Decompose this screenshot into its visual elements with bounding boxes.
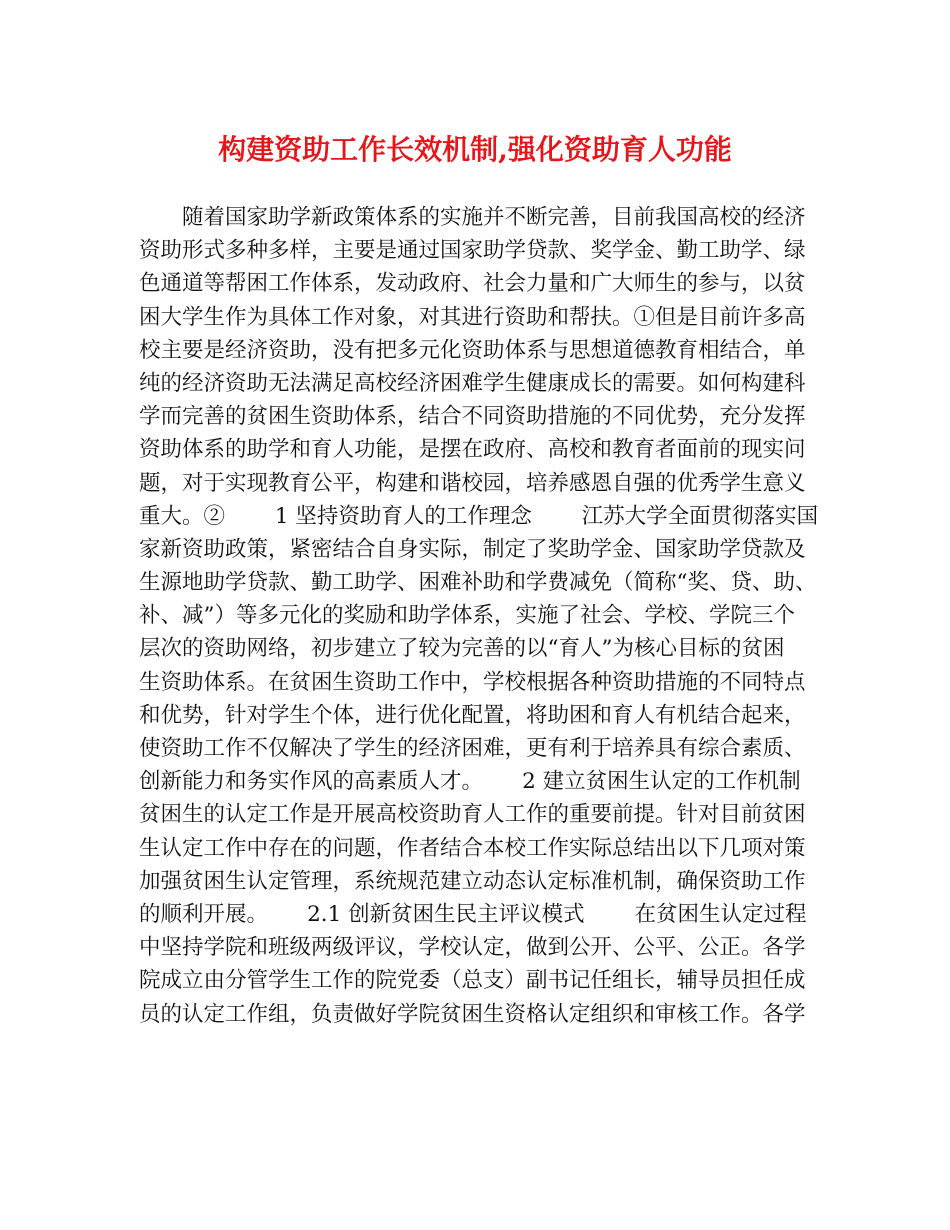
- body-line: 纯的经济资助无法满足高校经济困难学生健康成长的需要。如何构建科: [139, 370, 806, 396]
- body-line: 重大。② 1 坚持资助育人的工作理念 江苏大学全面贯彻落实国: [139, 503, 819, 529]
- body-line: 加强贫困生认定管理，系统规范建立动态认定标准机制，确保资助工作: [139, 868, 806, 894]
- body-line: 使资助工作不仅解决了学生的经济困难，更有利于培养具有综合素质、: [139, 736, 806, 761]
- document-title: 构建资助工作长效机制,强化资助育人功能: [218, 133, 732, 166]
- document-body: [139, 201, 827, 1031]
- body-line: 生认定工作中存在的问题，作者结合本校工作实际总结出以下几项对策: [139, 835, 806, 861]
- body-line: 色通道等帮困工作体系，发动政府、社会力量和广大师生的参与，以贫: [139, 271, 806, 297]
- body-line: 院成立由分管学生工作的院党委（总支）副书记任组长，辅导员担任成: [139, 968, 806, 994]
- body-line: 题，对于实现教育公平，构建和谐校园，培养感恩自强的优秀学生意义: [139, 470, 806, 496]
- body-line: 生资助体系。在贫困生资助工作中，学校根据各种资助措施的不同特点: [139, 669, 806, 695]
- body-line: 资助形式多种多样，主要是通过国家助学贷款、奖学金、勤工助学、绿: [139, 238, 806, 264]
- body-line: 学而完善的贫困生资助体系，结合不同资助措施的不同优势，充分发挥: [139, 404, 806, 430]
- body-line: 中坚持学院和班级两级评议，学校认定，做到公开、公平、公正。各学: [139, 935, 806, 961]
- body-line: 补、减”）等多元化的奖励和助学体系，实施了社会、学校、学院三个: [139, 603, 795, 629]
- body-line: 随着国家助学新政策体系的实施并不断完善，目前我国高校的经济: [139, 205, 806, 230]
- body-line: 创新能力和务实作风的高素质人才。 2 建立贫困生认定的工作机制: [139, 769, 801, 795]
- body-line: 层次的资助网络，初步建立了较为完善的以“育人”为核心目标的贫困: [139, 636, 785, 662]
- body-line: 困大学生作为具体工作对象，对其进行资助和帮扶。①但是目前许多高: [139, 304, 806, 330]
- body-line: 员的认定工作组，负责做好学院贫困生资格认定组织和审核工作。各学: [139, 1001, 806, 1027]
- body-line: 校主要是经济资助，没有把多元化资助体系与思想道德教育相结合，单: [139, 337, 806, 363]
- body-line: 的顺利开展。 2.1 创新贫困生民主评议模式 在贫困生认定过程: [139, 901, 807, 927]
- body-line: 和优势，针对学生个体，进行优化配置，将助困和育人有机结合起来，: [139, 702, 806, 728]
- body-line: 贫困生的认定工作是开展高校资助育人工作的重要前提。针对目前贫困: [139, 802, 806, 828]
- body-line: 家新资助政策，紧密结合自身实际，制定了奖助学金、国家助学贷款及: [139, 536, 806, 562]
- body-line: 资助体系的助学和育人功能，是摆在政府、高校和教育者面前的现实问: [139, 437, 806, 463]
- body-line: 生源地助学贷款、勤工助学、困难补助和学费减免（简称“奖、贷、助、: [139, 570, 817, 596]
